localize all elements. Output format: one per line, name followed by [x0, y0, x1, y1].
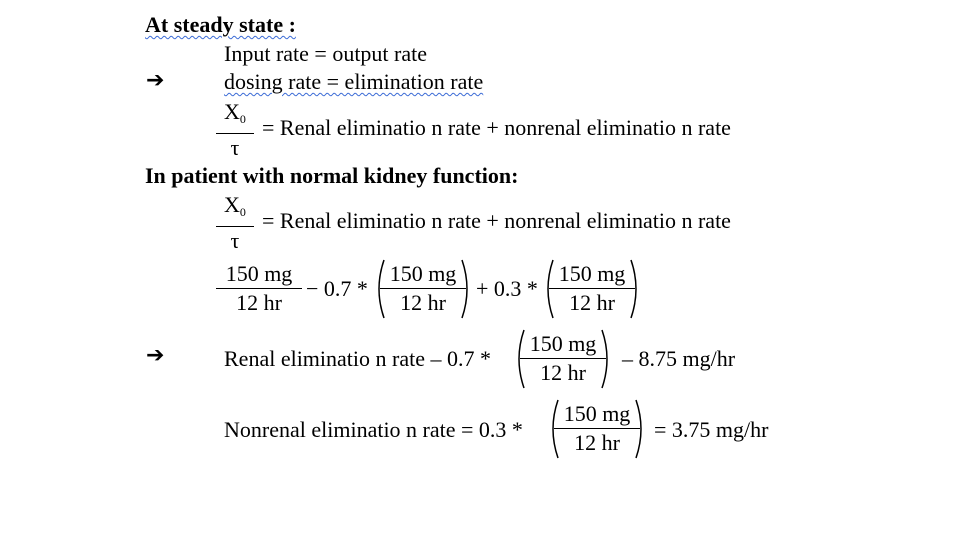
fraction-dose-nonrenal: $\frac{150 mg}{12 hr}$: [553, 262, 631, 315]
right-paren-2: [629, 258, 643, 320]
fraction-tau-den: τ: [216, 226, 254, 253]
fraction-dose-renal-result: $\frac{150 mg}{12 hr}$: [524, 332, 602, 385]
minus-0.7-factor: − 0.7 *: [306, 276, 368, 301]
fraction-tau-den: τ: [216, 133, 254, 160]
heading-steady-state-text: At steady state :: [145, 12, 296, 37]
eq-renal-nonrenal-1: = Renal eliminatio n rate + nonrenal eliminatio n rate: [262, 115, 731, 140]
fraction-dose-main: $\frac{150 mg}{12 hr}$: [220, 262, 298, 315]
fraction-x0-tau-1: [220, 100, 250, 160]
eq-renal-nonrenal-2: = Renal eliminatio n rate + nonrenal eliminatio n rate: [262, 208, 731, 233]
plus-0.3-factor: + 0.3 *: [476, 276, 538, 301]
arrow-icon-2: ➔: [146, 343, 165, 368]
right-paren-1: [460, 258, 474, 320]
arrow-icon-1: ➔: [146, 68, 165, 93]
line-dosing-rate: [224, 69, 483, 95]
fraction-dose-renal: $\frac{150 mg}{12 hr}$: [384, 262, 462, 315]
line-dosing-rate-text: dosing rate = elimination rate: [224, 69, 484, 94]
heading-steady-state: [145, 12, 296, 38]
heading-normal-kidney: In patient with normal kidney function:: [145, 163, 519, 188]
fraction-x0-num: $X_0$: [224, 99, 246, 126]
renal-rate-result: – 8.75 mg/hr: [622, 346, 736, 371]
renal-rate-lhs: Renal eliminatio n rate – 0.7 *: [224, 346, 491, 371]
line-input-output: Input rate = output rate: [224, 41, 428, 66]
fraction-x0-num: $X_0$: [224, 192, 246, 219]
nonrenal-rate-result: = 3.75 mg/hr: [654, 417, 769, 442]
fraction-dose-nonrenal-result: $\frac{150 mg}{12 hr}$: [558, 402, 636, 455]
right-paren-3: [600, 328, 614, 390]
right-paren-4: [634, 398, 648, 460]
nonrenal-rate-lhs: Nonrenal eliminatio n rate = 0.3 *: [224, 417, 523, 442]
fraction-x0-tau-2: [220, 193, 250, 253]
